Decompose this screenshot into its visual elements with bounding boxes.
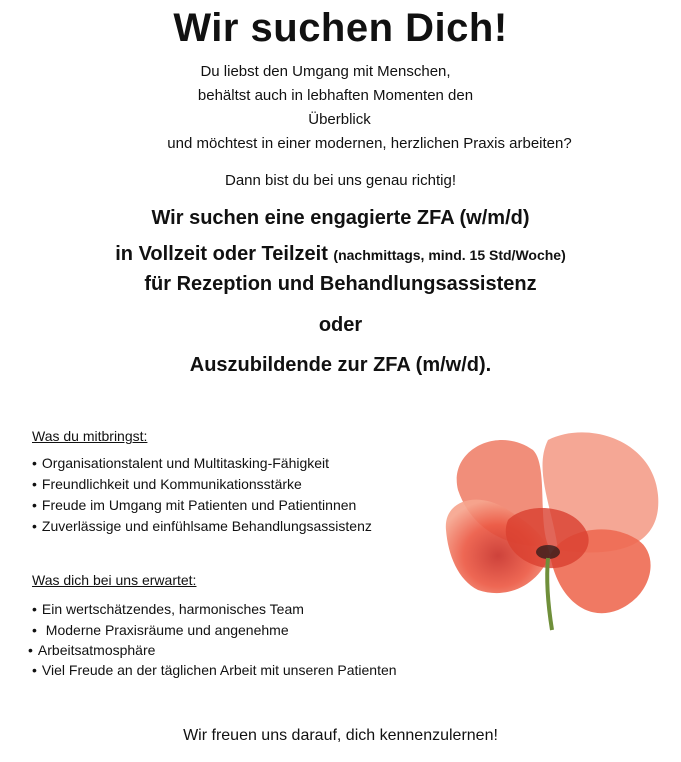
list-item: [32, 620, 397, 640]
offer-heading: Was dich bei uns erwartet:: [32, 572, 197, 588]
poppy-flower-image: [438, 420, 664, 632]
job-line-4: Auszubildende zur ZFA (m/w/d).: [189, 354, 492, 376]
list-item: • Organisationstalent und Multitasking-Fähigkeit: [32, 453, 372, 474]
flower-stem: [547, 558, 552, 630]
offer-list: [32, 599, 397, 681]
intro-line-3: Überblick: [308, 111, 371, 128]
list-item: • Ein wertschätzendes, harmonisches Team: [32, 599, 397, 620]
job-line-2-main: in Vollzeit oder Teilzeit: [115, 243, 328, 265]
callout-text: Dann bist du bei uns genau richtig!: [225, 172, 456, 189]
intro-line-1: Du liebst den Umgang mit Menschen,: [200, 63, 451, 80]
requirements-list: [32, 453, 372, 537]
job-or: oder: [318, 314, 363, 336]
job-line-1: Wir suchen eine engagierte ZFA (w/m/d): [151, 207, 530, 229]
closing-text: Wir freuen uns darauf, dich kennenzulernen!: [183, 727, 498, 744]
list-item: • Freundlichkeit und Kommunikationsstärke: [32, 474, 372, 495]
requirements-heading: Was du mitbringst:: [32, 428, 148, 444]
intro-line-4: und möchtest in einer modernen, herzlichen Praxis arbeiten?: [167, 135, 572, 152]
page-title: Wir suchen Dich!: [173, 6, 508, 50]
intro-text: [0, 60, 681, 156]
intro-line-2: behältst auch in lebhaften Momenten den: [197, 87, 474, 104]
job-line-3: für Rezeption und Behandlungsassistenz: [144, 273, 537, 295]
job-line-2: [0, 243, 681, 266]
list-item: • Viel Freude an der täglichen Arbeit mit unseren Patienten: [32, 660, 397, 681]
requirements-section: [32, 428, 372, 537]
list-item: • Freude im Umgang mit Patienten und Patientinnen: [32, 495, 372, 516]
offer-item-2-a: Moderne Praxisräume und angenehme: [45, 622, 289, 638]
offer-section: [32, 572, 397, 681]
list-item: • Zuverlässige und einfühlsame Behandlungsassistenz: [32, 516, 372, 537]
job-line-2-note: (nachmittags, mind. 15 Std/Woche): [333, 247, 566, 263]
flower-center: [536, 545, 560, 559]
list-item-continuation: • Arbeitsatmosphäre: [28, 640, 397, 660]
